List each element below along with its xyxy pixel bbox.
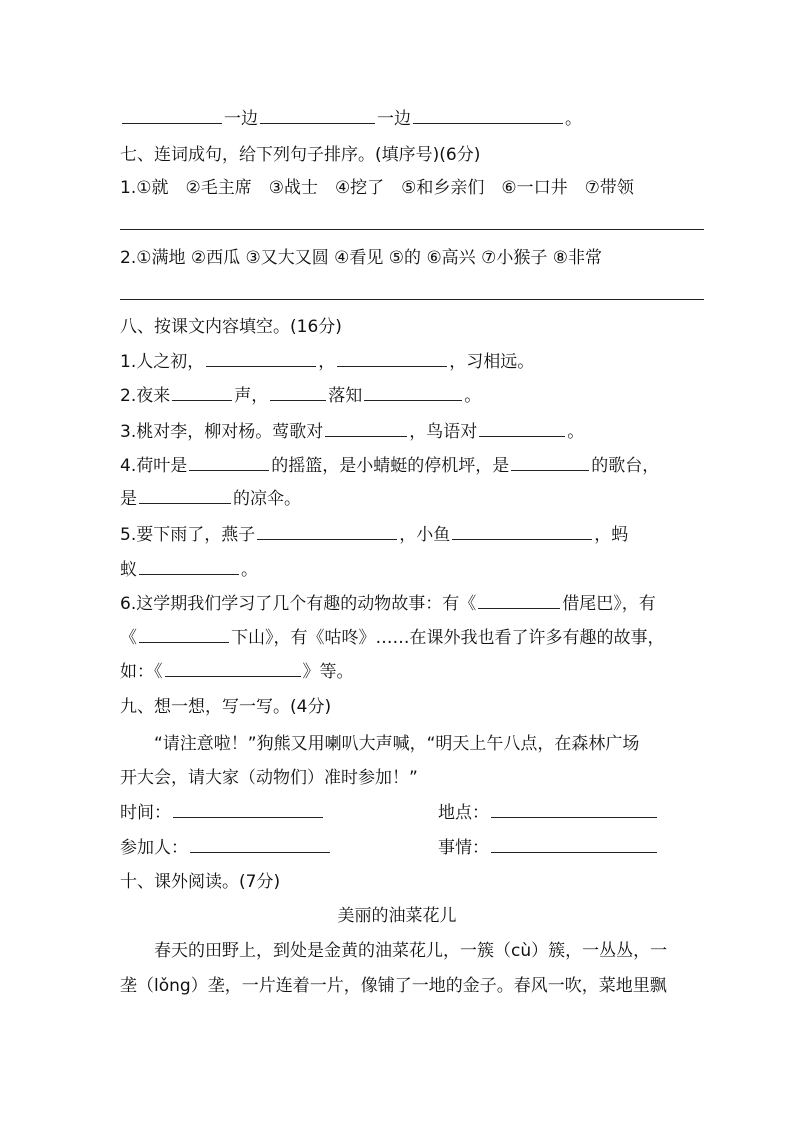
q8-line-10: 如：《 》等。 — [120, 662, 354, 682]
answer-blank[interactable] — [122, 108, 222, 124]
reading-title: 美丽的油菜花儿 — [337, 906, 457, 926]
section-9-heading: 九、想一想，写一写。(4分) — [120, 697, 332, 717]
people-field — [120, 837, 332, 859]
reading-line-2: 垄（lǒng）垄，一片连着一片，像铺了一地的金子。春风一吹，菜地里飘 — [120, 976, 667, 996]
sep-text: 一边 — [224, 109, 258, 129]
time-blank[interactable] — [173, 802, 323, 818]
answer-blank[interactable] — [270, 385, 326, 401]
event-field — [438, 837, 659, 859]
answer-blank[interactable] — [139, 559, 239, 575]
place-blank[interactable] — [491, 802, 657, 818]
section-8-heading: 八、按课文内容填空。(16分) — [120, 317, 342, 337]
q8-line-1: 1.人之初， ， ，习相远。 — [120, 352, 535, 372]
section-7-heading: 七、连词成句，给下列句子排序。(填序号)(6分) — [120, 145, 481, 165]
q8-line-2: 2.夜来 声， 落知 。 — [120, 386, 482, 406]
answer-line[interactable] — [120, 299, 704, 300]
answer-blank[interactable] — [479, 421, 565, 437]
q8-line-3: 3.桃对李，柳对杨。莺歌对 ，鸟语对 。 — [120, 422, 585, 442]
people-blank[interactable] — [190, 837, 330, 853]
q8-line-4: 4.荷叶是 的摇篮，是小蜻蜓的停机坪，是 的歌台， — [120, 456, 660, 476]
answer-blank[interactable] — [206, 351, 316, 367]
answer-blank[interactable] — [337, 351, 447, 367]
answer-blank[interactable] — [257, 524, 397, 540]
event-blank[interactable] — [491, 837, 657, 853]
place-field — [438, 802, 659, 824]
people-label: 参加人： — [120, 838, 188, 858]
q8-line-8: 6.这学期我们学习了几个有趣的动物故事：有《 借尾巴》，有 — [120, 594, 656, 614]
reading-line-1: 春天的田野上，到处是金黄的油菜花儿，一簇（cù）簇，一丛丛，一 — [154, 941, 668, 961]
answer-blank[interactable] — [478, 593, 560, 609]
sep-text: 一边 — [377, 109, 411, 129]
answer-blank[interactable] — [139, 627, 229, 643]
time-label: 时间： — [120, 803, 171, 823]
answer-line[interactable] — [120, 229, 704, 230]
q8-line-9: 《 下山》，有《咕咚》……在课外我也看了许多有趣的故事， — [120, 628, 665, 648]
answer-blank[interactable] — [260, 108, 375, 124]
place-label: 地点： — [438, 803, 489, 823]
answer-blank[interactable] — [189, 455, 269, 471]
q7-item-1: 1.①就 ②毛主席 ③战士 ④挖了 ⑤和乡亲们 ⑥一口井 ⑦带领 — [120, 178, 634, 198]
answer-blank[interactable] — [139, 488, 231, 504]
q8-line-5: 是 的凉伞。 — [120, 489, 301, 509]
answer-blank[interactable] — [325, 421, 407, 437]
answer-blank[interactable] — [511, 455, 589, 471]
end-text: 。 — [565, 109, 582, 129]
answer-blank[interactable] — [364, 385, 462, 401]
answer-blank[interactable] — [172, 385, 232, 401]
q9-paragraph-line-2: 开大会，请大家（动物们）准时参加！” — [120, 768, 418, 788]
q8-line-6: 5.要下雨了，燕子 ，小鱼 ，蚂 — [120, 525, 629, 545]
section-10-heading: 十、课外阅读。(7分) — [120, 872, 281, 892]
top-fill-line — [120, 108, 582, 130]
event-label: 事情： — [438, 838, 489, 858]
time-field — [120, 802, 325, 824]
answer-blank[interactable] — [413, 108, 563, 124]
q7-item-2: 2.①满地 ②西瓜 ③又大又圆 ④看见 ⑤的 ⑥高兴 ⑦小猴子 ⑧非常 — [120, 248, 602, 268]
q8-line-7: 蚁 。 — [120, 560, 258, 580]
answer-blank[interactable] — [452, 524, 592, 540]
answer-blank[interactable] — [165, 661, 301, 677]
q9-paragraph-line-1: “请注意啦！”狗熊又用喇叭大声喊，“明天上午八点，在森林广场 — [154, 734, 640, 754]
